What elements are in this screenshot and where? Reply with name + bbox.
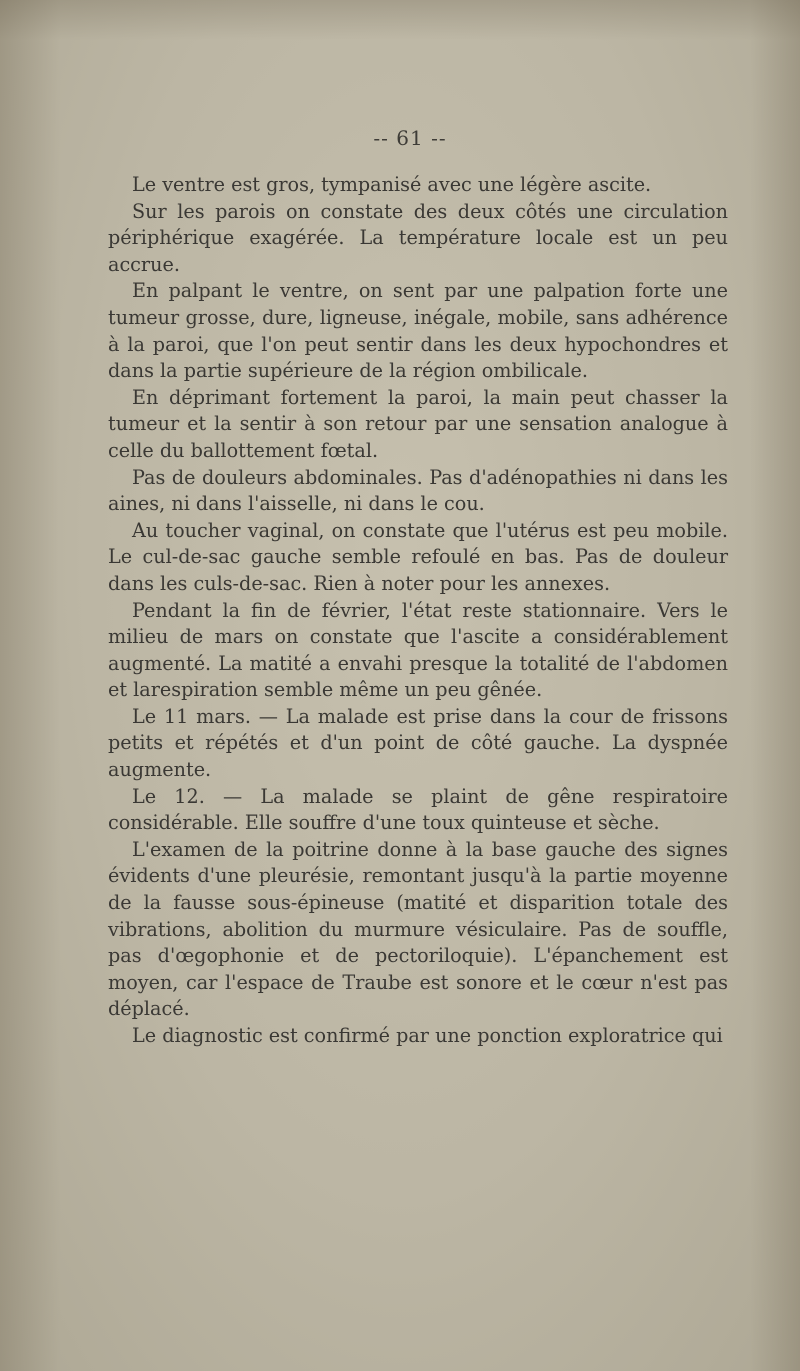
paragraph: Pas de douleurs abdominales. Pas d'adénopathies ni dans les aines, ni dans l'aisselle, ni dans le cou. bbox=[108, 465, 728, 516]
paragraph: Sur les parois on constate des deux côtés une circulation périphérique exagérée. La température locale est un peu accrue. bbox=[108, 199, 728, 276]
page-shadow-top bbox=[0, 0, 800, 40]
paragraph: Pendant la fin de février, l'état reste stationnaire. Vers le milieu de mars on constate que l'ascite a considérablement augmenté. La matité a envahi presque la totalité de l'abdomen et larespiration semble même un peu gênée. bbox=[108, 598, 728, 702]
paragraph: Le ventre est gros, tympanisé avec une légère ascite. bbox=[132, 173, 652, 196]
paragraph: Le 11 mars. — La malade est prise dans la cour de frissons petits et répétés et d'un point de côté gauche. La dyspnée augmente. bbox=[108, 704, 728, 782]
paragraph: Au toucher vaginal, on constate que l'utérus est peu mobile. Le cul-de-sac gauche semble refoulé en bas. Pas de douleur dans les culs-de-sac. Rien à noter pour les annexes. bbox=[108, 518, 728, 595]
paragraph: Le diagnostic est confirmé par une ponction exploratrice qui bbox=[132, 1024, 723, 1047]
paragraph: En déprimant fortement la paroi, la main peut chasser la tumeur et la sentir à son retour par une sensation analogue à celle du ballottement fœtal. bbox=[108, 385, 728, 462]
page-shadow-right bbox=[750, 0, 800, 1371]
page-number: -- 61 -- bbox=[373, 126, 447, 150]
body-text bbox=[108, 172, 728, 1050]
paragraph: En palpant le ventre, on sent par une palpation forte une tumeur grosse, dure, ligneuse, inégale, mobile, sans adhérence à la paroi, que l'on peut sentir dans les deux hypochondres et dans la partie supérieure de la région ombilicale. bbox=[108, 279, 728, 383]
paragraph: Le 12. — La malade se plaint de gêne respiratoire considérable. Elle souffre d'une toux quinteuse et sèche. bbox=[108, 784, 728, 835]
page-shadow-left bbox=[0, 0, 60, 1371]
paragraph: L'examen de la poitrine donne à la base gauche des signes évidents d'une pleurésie, remontant jusqu'à la partie moyenne de la fausse sous-épineuse (matité et disparition totale des vibrations, abolition du murmure vésiculaire. Pas de souffle, pas d'œgophonie et de pectoriloquie). L'épanchement est moyen, car l'espace de Traube est sonore et le cœur n'est pas déplacé. bbox=[108, 837, 728, 1021]
